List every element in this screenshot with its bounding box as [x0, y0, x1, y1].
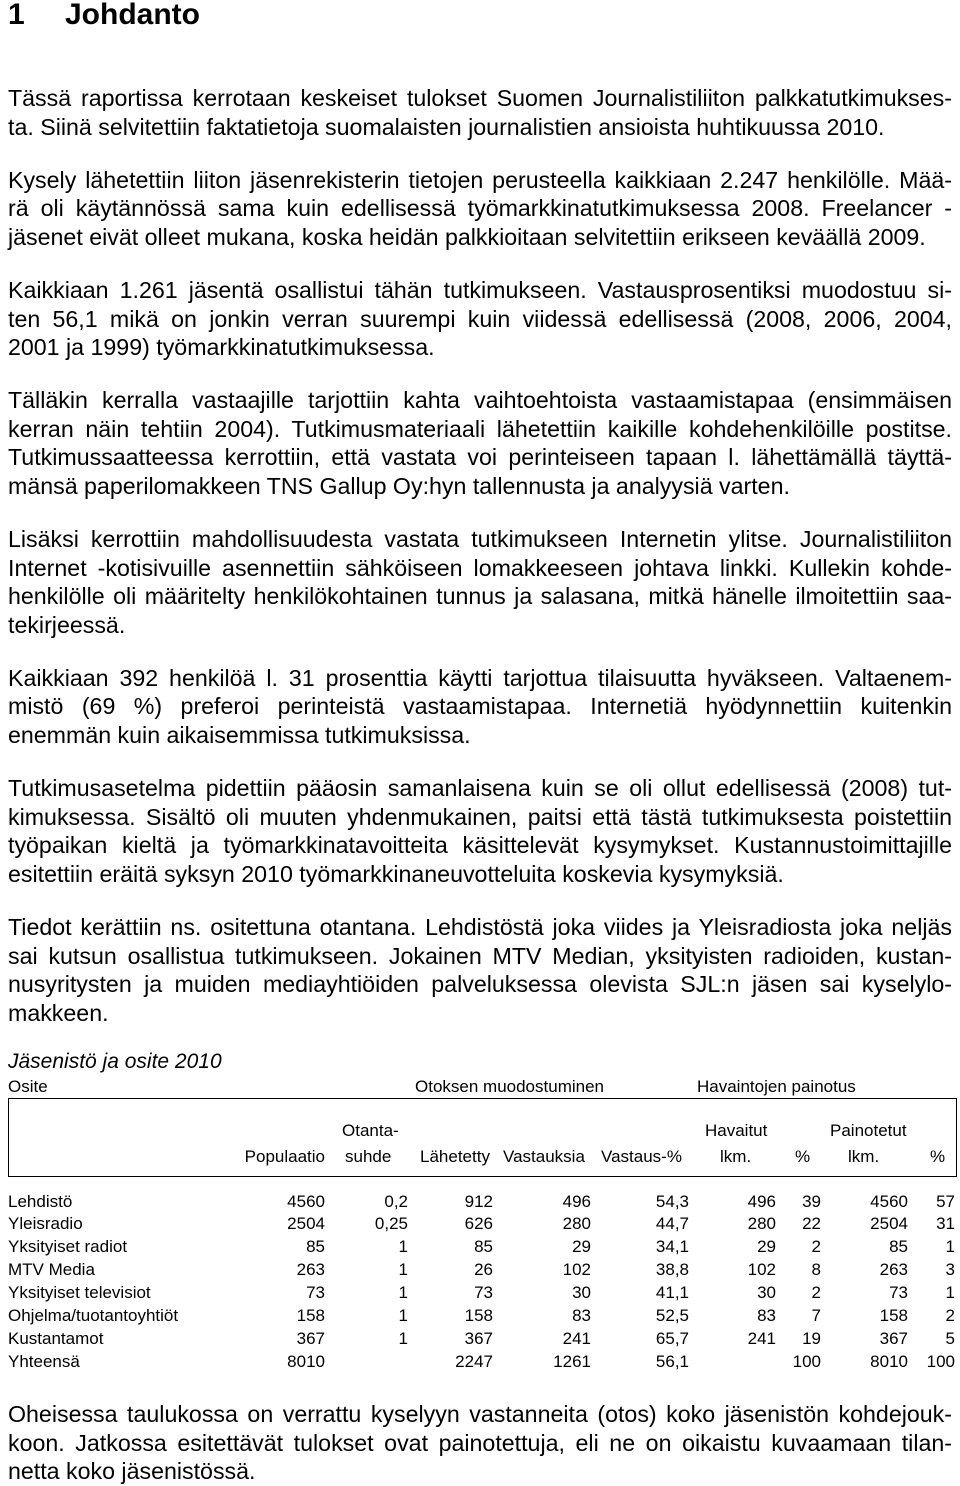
- column-header-observed-count-line1: Havaitut: [705, 1121, 768, 1140]
- table-cell-weighted-pct: 5: [945, 1328, 955, 1348]
- table-cell-population: 8010: [287, 1351, 325, 1371]
- table-cell-response-pct: 52,5: [655, 1305, 689, 1325]
- group-header-weighting: Havaintojen painotus: [697, 1077, 856, 1096]
- table-cell-response-pct: 65,7: [655, 1328, 689, 1348]
- table-cell-stratum: MTV Media: [8, 1260, 95, 1280]
- table-cell-stratum: Ohjelma/tuotantoyhtiöt: [8, 1305, 179, 1325]
- text-line: rä oli käytännössä sama kuin edellisessä työmarkkinatutkimuksessa 2008. Freelancer -: [8, 195, 952, 222]
- text-line: Kaikkiaan 1.261 jäsentä osallistui tähän tutkimukseen. Vastausprosentiksi muodostuu si-: [8, 277, 952, 304]
- table-cell-weighted-pct: 57: [936, 1191, 955, 1211]
- section-heading-number: 1: [8, 0, 25, 31]
- table-cell-observed-count: 30: [757, 1283, 776, 1303]
- text-line: Kysely lähetettiin liiton jäsenrekisterin tietojen perusteella kaikkiaan 2.247 henkilölle. Mää-: [8, 166, 952, 193]
- table-cell-stratum: Lehdistö: [8, 1191, 73, 1211]
- table-cell-population: 2504: [287, 1214, 325, 1234]
- table-cell-response-pct: 38,8: [655, 1260, 689, 1280]
- table-cell-weighted-count: 4560: [870, 1191, 908, 1211]
- paragraph: [8, 525, 952, 639]
- text-line: mistö (69 %) preferoi perinteistä vastaamistapaa. Internetiä hyödynnettiin kuitenkin: [8, 693, 952, 720]
- column-header-sampling-ratio-line2: suhde: [345, 1147, 392, 1166]
- table-cell-sampling-ratio: 1: [398, 1283, 408, 1303]
- table-cell-population: 4560: [287, 1191, 325, 1211]
- table-row: [0, 1259, 960, 1282]
- table-cell-response-pct: 34,1: [655, 1237, 689, 1257]
- table-cell-population: 263: [296, 1260, 325, 1280]
- paragraph: [8, 774, 952, 888]
- paragraph: [8, 166, 952, 252]
- table-cell-response-pct: 54,3: [655, 1191, 689, 1211]
- table-cell-stratum: Yksityiset radiot: [8, 1237, 128, 1257]
- column-header-population: Populaatio: [244, 1147, 325, 1166]
- table-cell-sampling-ratio: 1: [398, 1328, 408, 1348]
- closing-paragraph: [8, 1400, 952, 1486]
- table-cell-sampling-ratio: 0,2: [384, 1191, 408, 1211]
- table-cell-population: 73: [306, 1283, 325, 1303]
- table-cell-observed-pct: 2: [811, 1283, 821, 1303]
- text-line: esitettiin eräitä syksyn 2010 työmarkkinaneuvotteluita koskevia kysymyksiä.: [8, 860, 784, 887]
- section-heading-title: Johdanto: [65, 0, 200, 31]
- group-header-stratum: Osite: [8, 1077, 48, 1096]
- table-cell-weighted-count: 85: [889, 1237, 908, 1257]
- table-caption: Jäsenistö ja osite 2010: [8, 1050, 222, 1073]
- table-row: [0, 1328, 960, 1351]
- text-line: Internet -kotisivuille asennettiin sähköiseen lomakkeeseen johtava linkki. Kullekin kohde-: [8, 554, 952, 581]
- table-cell-weighted-pct: 100: [926, 1351, 955, 1371]
- table-row: [0, 1282, 960, 1305]
- paragraph: [8, 386, 952, 500]
- text-line: Tälläkin kerralla vastaajille tarjottiin kahta vaihtoehtoista vastaamistapaa (ensimmäisen: [8, 387, 952, 414]
- table-cell-sent: 367: [464, 1328, 493, 1348]
- table-cell-weighted-pct: 2: [945, 1305, 955, 1325]
- column-header-observed-pct: %: [795, 1147, 811, 1166]
- text-line: jäsenet eivät olleet mukana, koska heidän palkkioitaan selvitettiin erikseen keväällä 2009.: [8, 223, 926, 250]
- table-cell-responses: 1261: [553, 1351, 591, 1371]
- text-line: Kaikkiaan 392 henkilöä l. 31 prosenttia käytti tarjottua tilaisuutta hyväkseen. Valtaenem-: [8, 664, 952, 691]
- table-cell-responses: 496: [562, 1191, 591, 1211]
- column-header-observed-count-line2: lkm.: [720, 1147, 752, 1166]
- text-line: Tässä raportissa kerrotaan keskeiset tulokset Suomen Journalistiliiton palkkatutkimukses-: [8, 85, 952, 111]
- table-cell-observed-pct: 100: [792, 1351, 821, 1371]
- table-cell-responses: 241: [562, 1328, 591, 1348]
- table-cell-sent: 2247: [455, 1351, 493, 1371]
- table-cell-observed-count: 496: [747, 1191, 776, 1211]
- table-cell-population: 158: [296, 1305, 325, 1325]
- table-cell-sent: 912: [464, 1191, 493, 1211]
- text-line: Oheisessa taulukossa on verrattu kyselyyn vastanneita (otos) koko jäsenistön kohdejouk-: [8, 1401, 952, 1427]
- table-cell-weighted-count: 367: [879, 1328, 908, 1348]
- text-line: Lisäksi kerrottiin mahdollisuudesta vastata tutkimukseen Internetin ylitse. Journalistiliiton: [8, 526, 952, 553]
- table-cell-responses: 83: [572, 1305, 591, 1325]
- table-row: [0, 1213, 960, 1236]
- paragraph: [8, 84, 952, 141]
- table-cell-observed-pct: 7: [811, 1305, 821, 1325]
- column-header-responses: Vastauksia: [503, 1147, 585, 1166]
- table-cell-weighted-pct: 31: [936, 1214, 955, 1234]
- table-row: [0, 1236, 960, 1259]
- text-line: henkilölle oli määritelty henkilökohtainen tunnus ja salasana, mitkä hänelle ilmoitettiin saa-: [8, 583, 952, 610]
- table-cell-weighted-count: 263: [879, 1260, 908, 1280]
- paragraph: [8, 664, 952, 750]
- table-cell-observed-pct: 8: [811, 1260, 821, 1280]
- table-cell-sampling-ratio: 1: [398, 1237, 408, 1257]
- table-cell-observed-count: 241: [747, 1328, 776, 1348]
- table-cell-sent: 626: [464, 1214, 493, 1234]
- table-cell-response-pct: 44,7: [655, 1214, 689, 1234]
- table-cell-responses: 30: [572, 1283, 591, 1303]
- text-line: mänsä paperilomakkeen TNS Gallup Oy:hyn tallennusta ja analyysiä varten.: [8, 472, 790, 499]
- text-line: Tutkimusasetelma pidettiin pääosin samanlaisena kuin se oli ollut edellisessä (2008) tut-: [8, 775, 952, 802]
- table-cell-sampling-ratio: 1: [398, 1260, 408, 1280]
- table-cell-population: 367: [296, 1328, 325, 1348]
- column-header-sampling-ratio-line1: Otanta-: [342, 1121, 399, 1140]
- text-line: netta koko jäsenistössä.: [8, 1458, 256, 1484]
- table-cell-sent: 85: [474, 1237, 493, 1257]
- table-cell-weighted-count: 158: [879, 1305, 908, 1325]
- table-cell-observed-count: 280: [747, 1214, 776, 1234]
- body-text: [8, 84, 952, 1052]
- text-line: 2001 ja 1999) työmarkkinatutkimuksessa.: [8, 334, 435, 361]
- text-line: Tutkimussaatteessa kerrottiin, että vastata voi perinteiseen tapaan l. lähettämällä täyttä-: [8, 444, 952, 471]
- table-cell-population: 85: [306, 1237, 325, 1257]
- table-cell-observed-count: 83: [757, 1305, 776, 1325]
- table-cell-stratum: Yksityiset televisiot: [8, 1283, 151, 1303]
- table-row: [0, 1305, 960, 1328]
- table-cell-weighted-count: 8010: [870, 1351, 908, 1371]
- text-line: sai kutsun osallistua tutkimukseen. Jokainen MTV Median, yksityisten radioiden, kustan-: [8, 942, 952, 969]
- text-line: koon. Jatkossa esitettävät tulokset ovat painotettuja, eli ne on oikaistu kuvaamaan tilan-: [8, 1429, 952, 1456]
- text-line: makkeen.: [8, 999, 109, 1026]
- table-cell-responses: 280: [562, 1214, 591, 1234]
- table-cell-weighted-pct: 1: [945, 1283, 955, 1303]
- table-cell-observed-pct: 19: [802, 1328, 821, 1348]
- table-cell-observed-pct: 39: [802, 1191, 821, 1211]
- column-header-sent: Lähetetty: [420, 1147, 490, 1166]
- table-cell-sent: 26: [474, 1260, 493, 1280]
- column-header-weighted-count-line2: lkm.: [848, 1147, 880, 1166]
- table-cell-stratum: Yhteensä: [8, 1351, 80, 1371]
- text-line: kerran näin tehtiin 2004). Tutkimusmateriaali lähetettiin kaikille kohdehenkilöille postitse.: [8, 415, 952, 442]
- table-cell-responses: 29: [572, 1237, 591, 1257]
- text-line: kimuksessa. Sisältö oli muuten yhdenmukainen, paitsi että tästä tutkimuksesta poistettiin: [8, 803, 952, 830]
- table-row: [0, 1191, 960, 1214]
- text-line: ta. Siinä selvitettiin faktatietoja suomalaisten journalistien ansioista huhtikuussa 2010.: [8, 113, 885, 140]
- text-line: nusyritysten ja muiden mediayhtiöiden palveluksessa olevista SJL:n jäsen sai kyselylo-: [8, 971, 952, 998]
- table-cell-responses: 102: [562, 1260, 591, 1280]
- text-line: ten 56,1 mikä on jonkin verran suurempi kuin viidessä edellisessä (2008, 2006, 2004,: [8, 305, 952, 332]
- table-cell-response-pct: 41,1: [655, 1283, 689, 1303]
- table-cell-sampling-ratio: 1: [398, 1305, 408, 1325]
- group-header-sample: Otoksen muodostuminen: [415, 1077, 604, 1096]
- column-header-weighted-count-line1: Painotetut: [830, 1121, 907, 1140]
- table-cell-response-pct: 56,1: [655, 1351, 689, 1371]
- table-cell-observed-pct: 2: [811, 1237, 821, 1257]
- table-cell-observed-count: 29: [757, 1237, 776, 1257]
- table-cell-observed-pct: 22: [802, 1214, 821, 1234]
- table-cell-sent: 73: [474, 1283, 493, 1303]
- table-cell-stratum: Kustantamot: [8, 1328, 104, 1348]
- text-line: työpaikan kieltä ja työmarkkinatavoitteita käsittelevät kysymykset. Kustannustoimittajille: [8, 832, 952, 859]
- column-header-response-pct: Vastaus-%: [601, 1147, 682, 1166]
- table-cell-weighted-count: 73: [889, 1283, 908, 1303]
- text-line: tekirjeessä.: [8, 611, 126, 638]
- table-cell-sampling-ratio: 0,25: [374, 1214, 408, 1234]
- table-row: [0, 1351, 960, 1374]
- table-cell-weighted-pct: 3: [945, 1260, 955, 1280]
- text-line: Tiedot kerättiin ns. ositettuna otantana. Lehdistöstä joka viides ja Yleisradiosta joka neljäs: [8, 914, 952, 941]
- table-cell-weighted-pct: 1: [945, 1237, 955, 1257]
- table-cell-stratum: Yleisradio: [8, 1214, 83, 1234]
- paragraph: [8, 913, 952, 1027]
- table-cell-weighted-count: 2504: [870, 1214, 908, 1234]
- text-line: enemmän kuin aikaisemmissa tutkimuksissa.: [8, 721, 471, 748]
- table-cell-sent: 158: [464, 1305, 493, 1325]
- table-cell-observed-count: 102: [747, 1260, 776, 1280]
- column-header-weighted-pct: %: [930, 1147, 946, 1166]
- paragraph: [8, 276, 952, 362]
